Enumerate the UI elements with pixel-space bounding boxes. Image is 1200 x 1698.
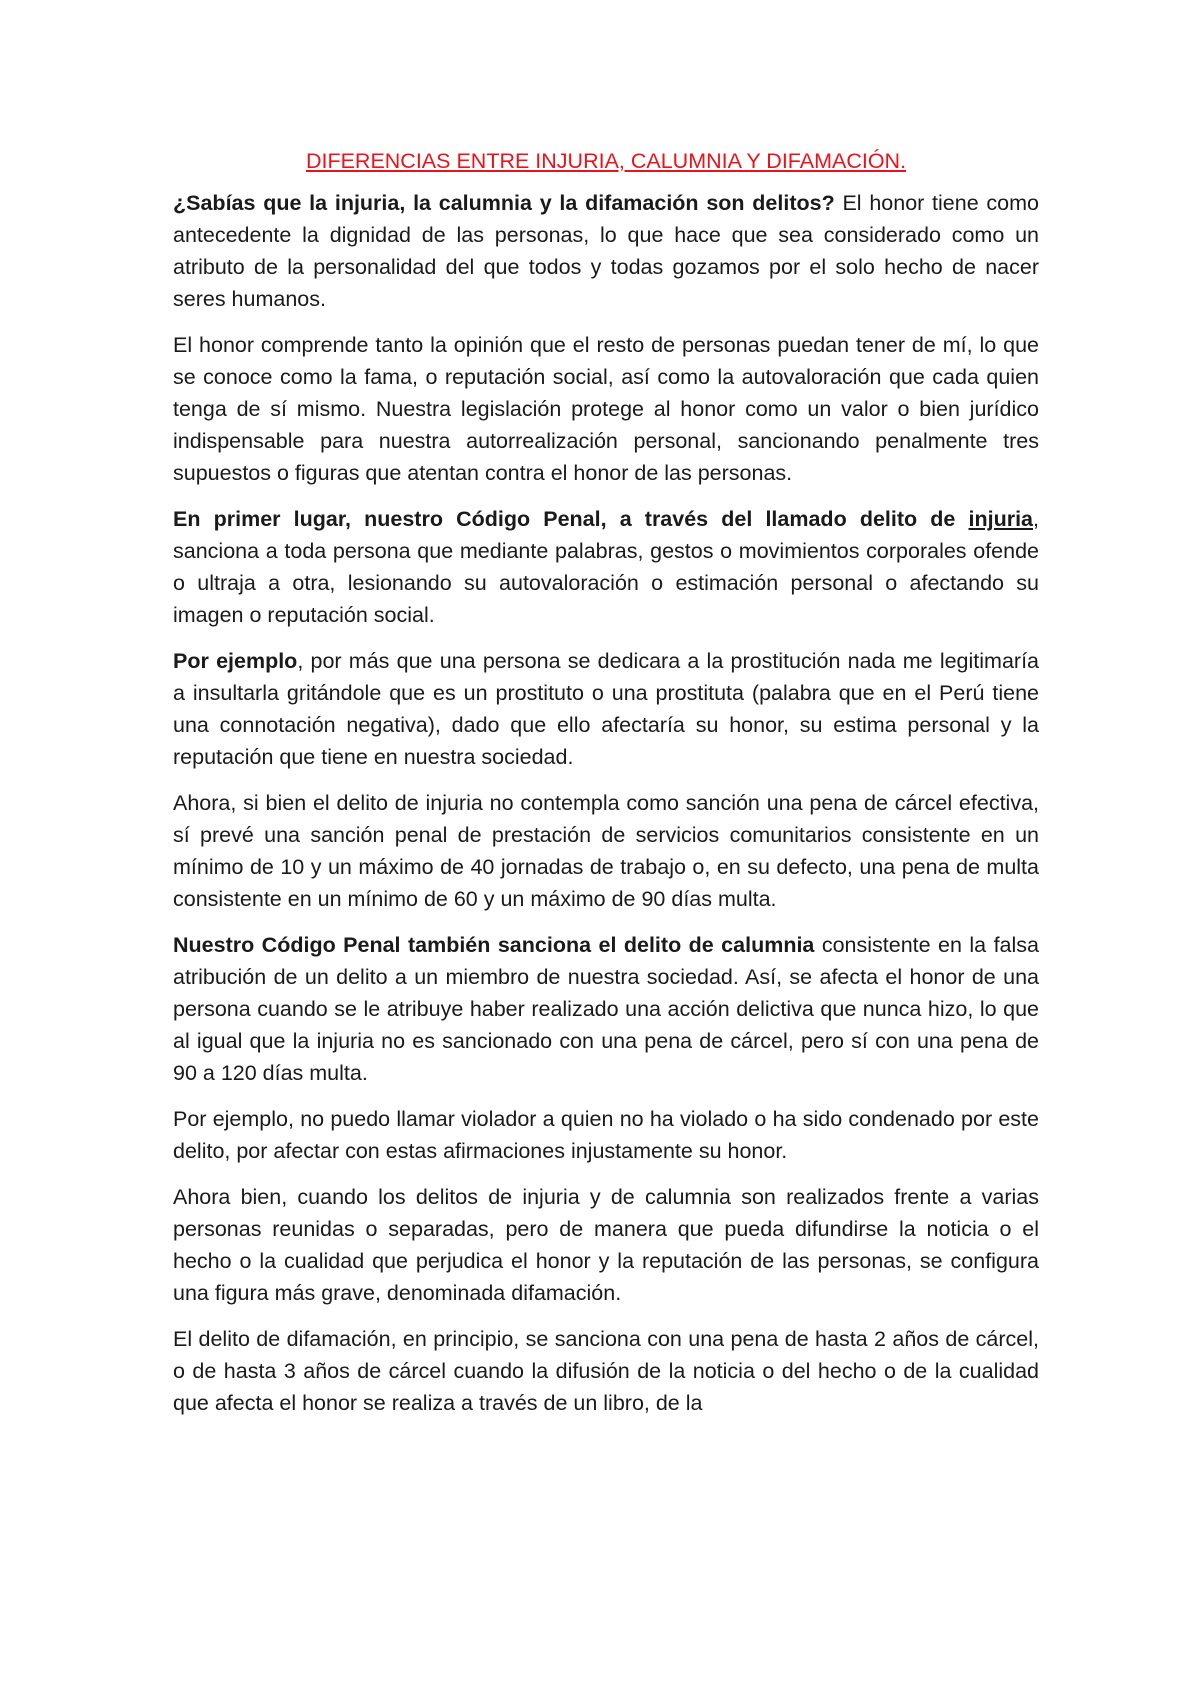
document-title: DIFERENCIAS ENTRE INJURIA, CALUMNIA Y DIFAMACIÓN. bbox=[305, 149, 907, 173]
paragraph-6-text: consistente en la falsa atribución de un delito a un miembro de nuestra sociedad. Así, se afecta el honor de una persona cuando se le atribuye haber realizado una acción delictiva que nunca hizo, lo que al igual que la injuria no es sancionado con una pena de cárcel, pero sí con una pena de 90 a 120 días multa. bbox=[173, 933, 1039, 1085]
document-body bbox=[173, 145, 1039, 1433]
paragraph-2 bbox=[173, 329, 1039, 489]
paragraph-3-bold: En primer lugar, nuestro Código Penal, a través del llamado delito de bbox=[173, 507, 969, 531]
paragraph-9-text: El delito de difamación, en principio, se sanciona con una pena de hasta 2 años de cárcel, o de hasta 3 años de cárcel cuando la difusión de la noticia o del hecho o de la cualidad que afecta el honor se realiza a través de un libro, de la bbox=[173, 1327, 1039, 1415]
paragraph-5-text: Ahora, si bien el delito de injuria no contempla como sanción una pena de cárcel efectiva, sí prevé una sanción penal de prestación de servicios comunitarios consistente en un mínimo de 10 y un máximo de 40 jornadas de trabajo o, en su defecto, una pena de multa consistente en un mínimo de 60 y un máximo de 90 días multa. bbox=[173, 791, 1039, 911]
paragraph-8 bbox=[173, 1181, 1039, 1309]
paragraph-3 bbox=[173, 503, 1039, 631]
paragraph-6 bbox=[173, 929, 1039, 1089]
paragraph-1-bold: ¿Sabías que la injuria, la calumnia y la difamación son delitos? bbox=[173, 191, 835, 215]
paragraph-4-text: , por más que una persona se dedicara a la prostitución nada me legitimaría a insultarla gritándole que es un prostituto o una prostituta (palabra que en el Perú tiene una connotación negativa), dado que ello afectaría su honor, su estima personal y la reputación que tiene en nuestra sociedad. bbox=[173, 649, 1039, 769]
paragraph-6-bold: Nuestro Código Penal también sanciona el delito de calumnia bbox=[173, 933, 815, 957]
paragraph-3-text: , sanciona a toda persona que mediante palabras, gestos o movimientos corporales ofende o ultraja a otra, lesionando su autovaloración o estimación personal o afectando su imagen o reputación social. bbox=[173, 507, 1039, 627]
paragraph-1 bbox=[173, 187, 1039, 315]
paragraph-5 bbox=[173, 787, 1039, 915]
paragraph-2-text: El honor comprende tanto la opinión que el resto de personas puedan tener de mí, lo que se conoce como la fama, o reputación social, así como la autovaloración que cada quien tenga de sí mismo. Nuestra legislación protege al honor como un valor o bien jurídico indispensable para nuestra autorrealización personal, sancionando penalmente tres supuestos o figuras que atentan contra el honor de las personas. bbox=[173, 333, 1039, 485]
paragraph-8-text: Ahora bien, cuando los delitos de injuria y de calumnia son realizados frente a varias personas reunidas o separadas, pero de manera que pueda difundirse la noticia o el hecho o la cualidad que perjudica el honor y la reputación de las personas, se configura una figura más grave, denominada difamación. bbox=[173, 1185, 1039, 1305]
paragraph-4 bbox=[173, 645, 1039, 773]
paragraph-1-text: El honor tiene como antecedente la dignidad de las personas, lo que hace que sea considerado como un atributo de la personalidad del que todos y todas gozamos por el solo hecho de nacer seres humanos. bbox=[173, 191, 1040, 311]
paragraph-4-bold: Por ejemplo bbox=[173, 649, 298, 673]
paragraph-3-injuria: injuria bbox=[968, 507, 1034, 531]
paragraph-7 bbox=[173, 1103, 1039, 1167]
paragraph-9 bbox=[173, 1323, 1039, 1419]
paragraph-7-text: Por ejemplo, no puedo llamar violador a quien no ha violado o ha sido condenado por este delito, por afectar con estas afirmaciones injustamente su honor. bbox=[173, 1107, 1039, 1163]
